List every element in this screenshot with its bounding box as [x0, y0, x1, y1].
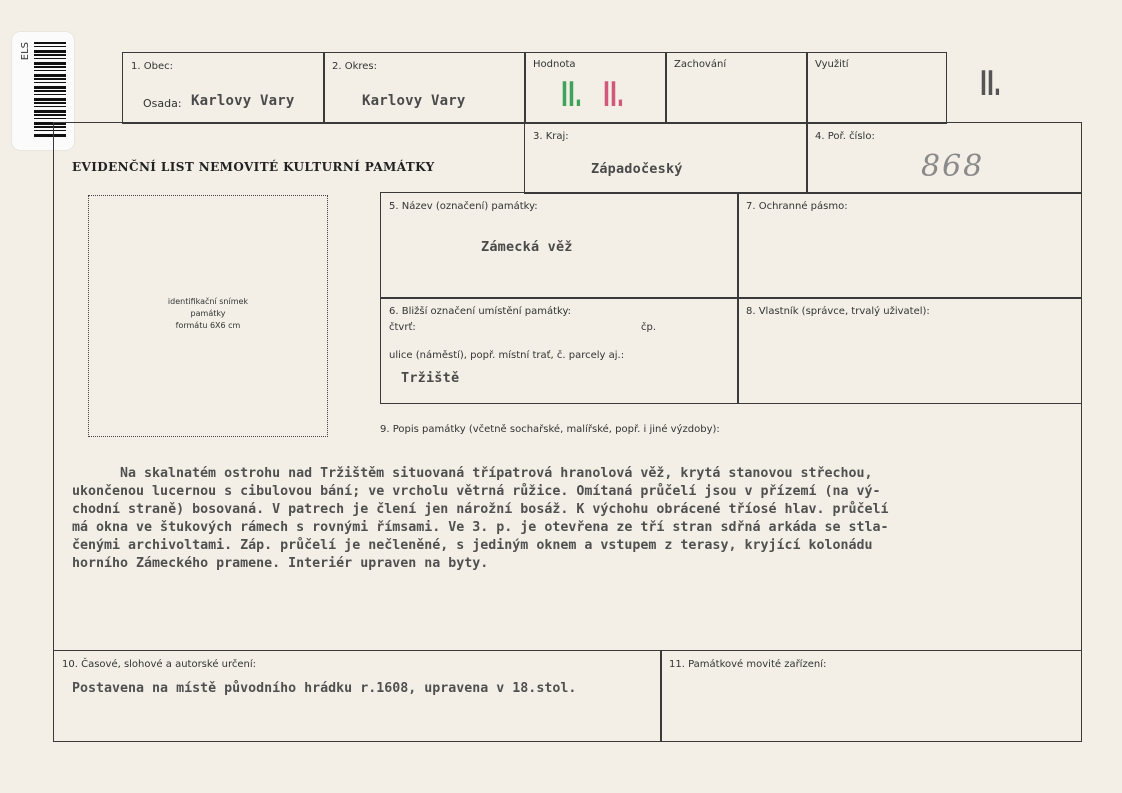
popis-line: horního Zámeckého pramene. Interiér upraven na byty.	[72, 556, 489, 571]
sticker-code: ELS	[20, 42, 31, 61]
hodnota-green-value: II.	[561, 75, 583, 115]
vyuziti-label: Využití	[815, 59, 849, 70]
field-okres	[323, 52, 526, 124]
photo-placeholder	[88, 195, 328, 437]
nazev-value: Zámecká věž	[481, 239, 573, 255]
field-nazev	[380, 192, 739, 299]
field-zachovani	[665, 52, 808, 124]
zachovani-label: Zachování	[674, 59, 727, 70]
obec-label: 1. Obec:	[131, 61, 173, 72]
hodnota-label: Hodnota	[533, 59, 576, 70]
field-vlastnik	[737, 297, 1082, 404]
popis-line: ukončenou lucernou s cibulovou bání; ve vrcholu větrná růžice. Omítaná průčelí jsou v přízemí (na vý-	[72, 484, 881, 499]
kraj-value: Západočeský	[591, 161, 683, 177]
ulice-label: ulice (náměstí), popř. místní trať, č. parcely aj.:	[389, 350, 625, 361]
movite-label: 11. Památkové movité zařízení:	[669, 659, 827, 670]
obec-value: Karlovy Vary	[191, 93, 295, 109]
por-cislo-label: 4. Poř. číslo:	[815, 131, 875, 142]
field-hodnota	[524, 52, 667, 124]
form-title: EVIDENČNÍ LIST NEMOVITÉ KULTURNÍ PAMÁTKY	[72, 160, 435, 174]
field-kraj	[524, 122, 808, 194]
popis-label: 9. Popis památky (včetně sochařské, malířské, popř. i jiné výzdoby):	[380, 424, 720, 435]
por-cislo-value: 868	[921, 149, 985, 184]
field-umisteni	[380, 297, 739, 404]
photo-line-1: identifikační snímek	[167, 297, 249, 306]
nazev-label: 5. Název (označení) památky:	[389, 201, 538, 212]
hodnota-red-value: II.	[603, 75, 625, 115]
field-obec	[122, 52, 325, 124]
umisteni-label: 6. Bližší označení umístění památky:	[389, 306, 572, 317]
kraj-label: 3. Kraj:	[533, 131, 569, 142]
popis-text	[72, 466, 1077, 576]
field-casove	[53, 650, 662, 742]
ctvrt-label: čtvrť:	[389, 322, 416, 333]
casove-value: Postavena na místě původního hrádku r.1608, upravena v 18.stol.	[72, 681, 577, 696]
popis-line: čenými archivoltami. Záp. průčelí je nečleněné, s jediným oknem a vstupem z terasy, kryjící kolonádu	[72, 538, 873, 553]
vlastnik-label: 8. Vlastník (správce, trvalý uživatel):	[746, 306, 930, 317]
field-ochranne	[737, 192, 1082, 299]
casove-label: 10. Časové, slohové a autorské určení:	[62, 659, 257, 670]
okres-label: 2. Okres:	[332, 61, 378, 72]
ulice-value: Tržiště	[401, 370, 460, 386]
corner-mark: II.	[980, 64, 1002, 104]
popis-line: Na skalnatém ostrohu nad Tržištěm situovaná třípatrová hranolová věž, krytá stanovou střechou,	[120, 466, 873, 481]
field-por-cislo	[806, 122, 1082, 194]
photo-line-2: památky	[190, 309, 226, 318]
popis-line: chodní straně) bosovaná. V patrech je člení jen nárožní bosáž. K výchohu obrácené tříosé hlav. průčelí	[72, 502, 889, 517]
popis-line: má okna ve štukových rámech s rovnými římsami. Ve 3. p. je otevřena ze tří stran sdřná arkáda se stla-	[72, 520, 889, 535]
cp-label: čp.	[641, 322, 657, 333]
photo-line-3: formátu 6X6 cm	[175, 321, 241, 330]
okres-value: Karlovy Vary	[362, 93, 466, 109]
field-movite	[660, 650, 1082, 742]
ochranne-label: 7. Ochranné pásmo:	[746, 201, 848, 212]
osada-label: Osada:	[143, 97, 182, 110]
field-vyuziti	[806, 52, 947, 124]
